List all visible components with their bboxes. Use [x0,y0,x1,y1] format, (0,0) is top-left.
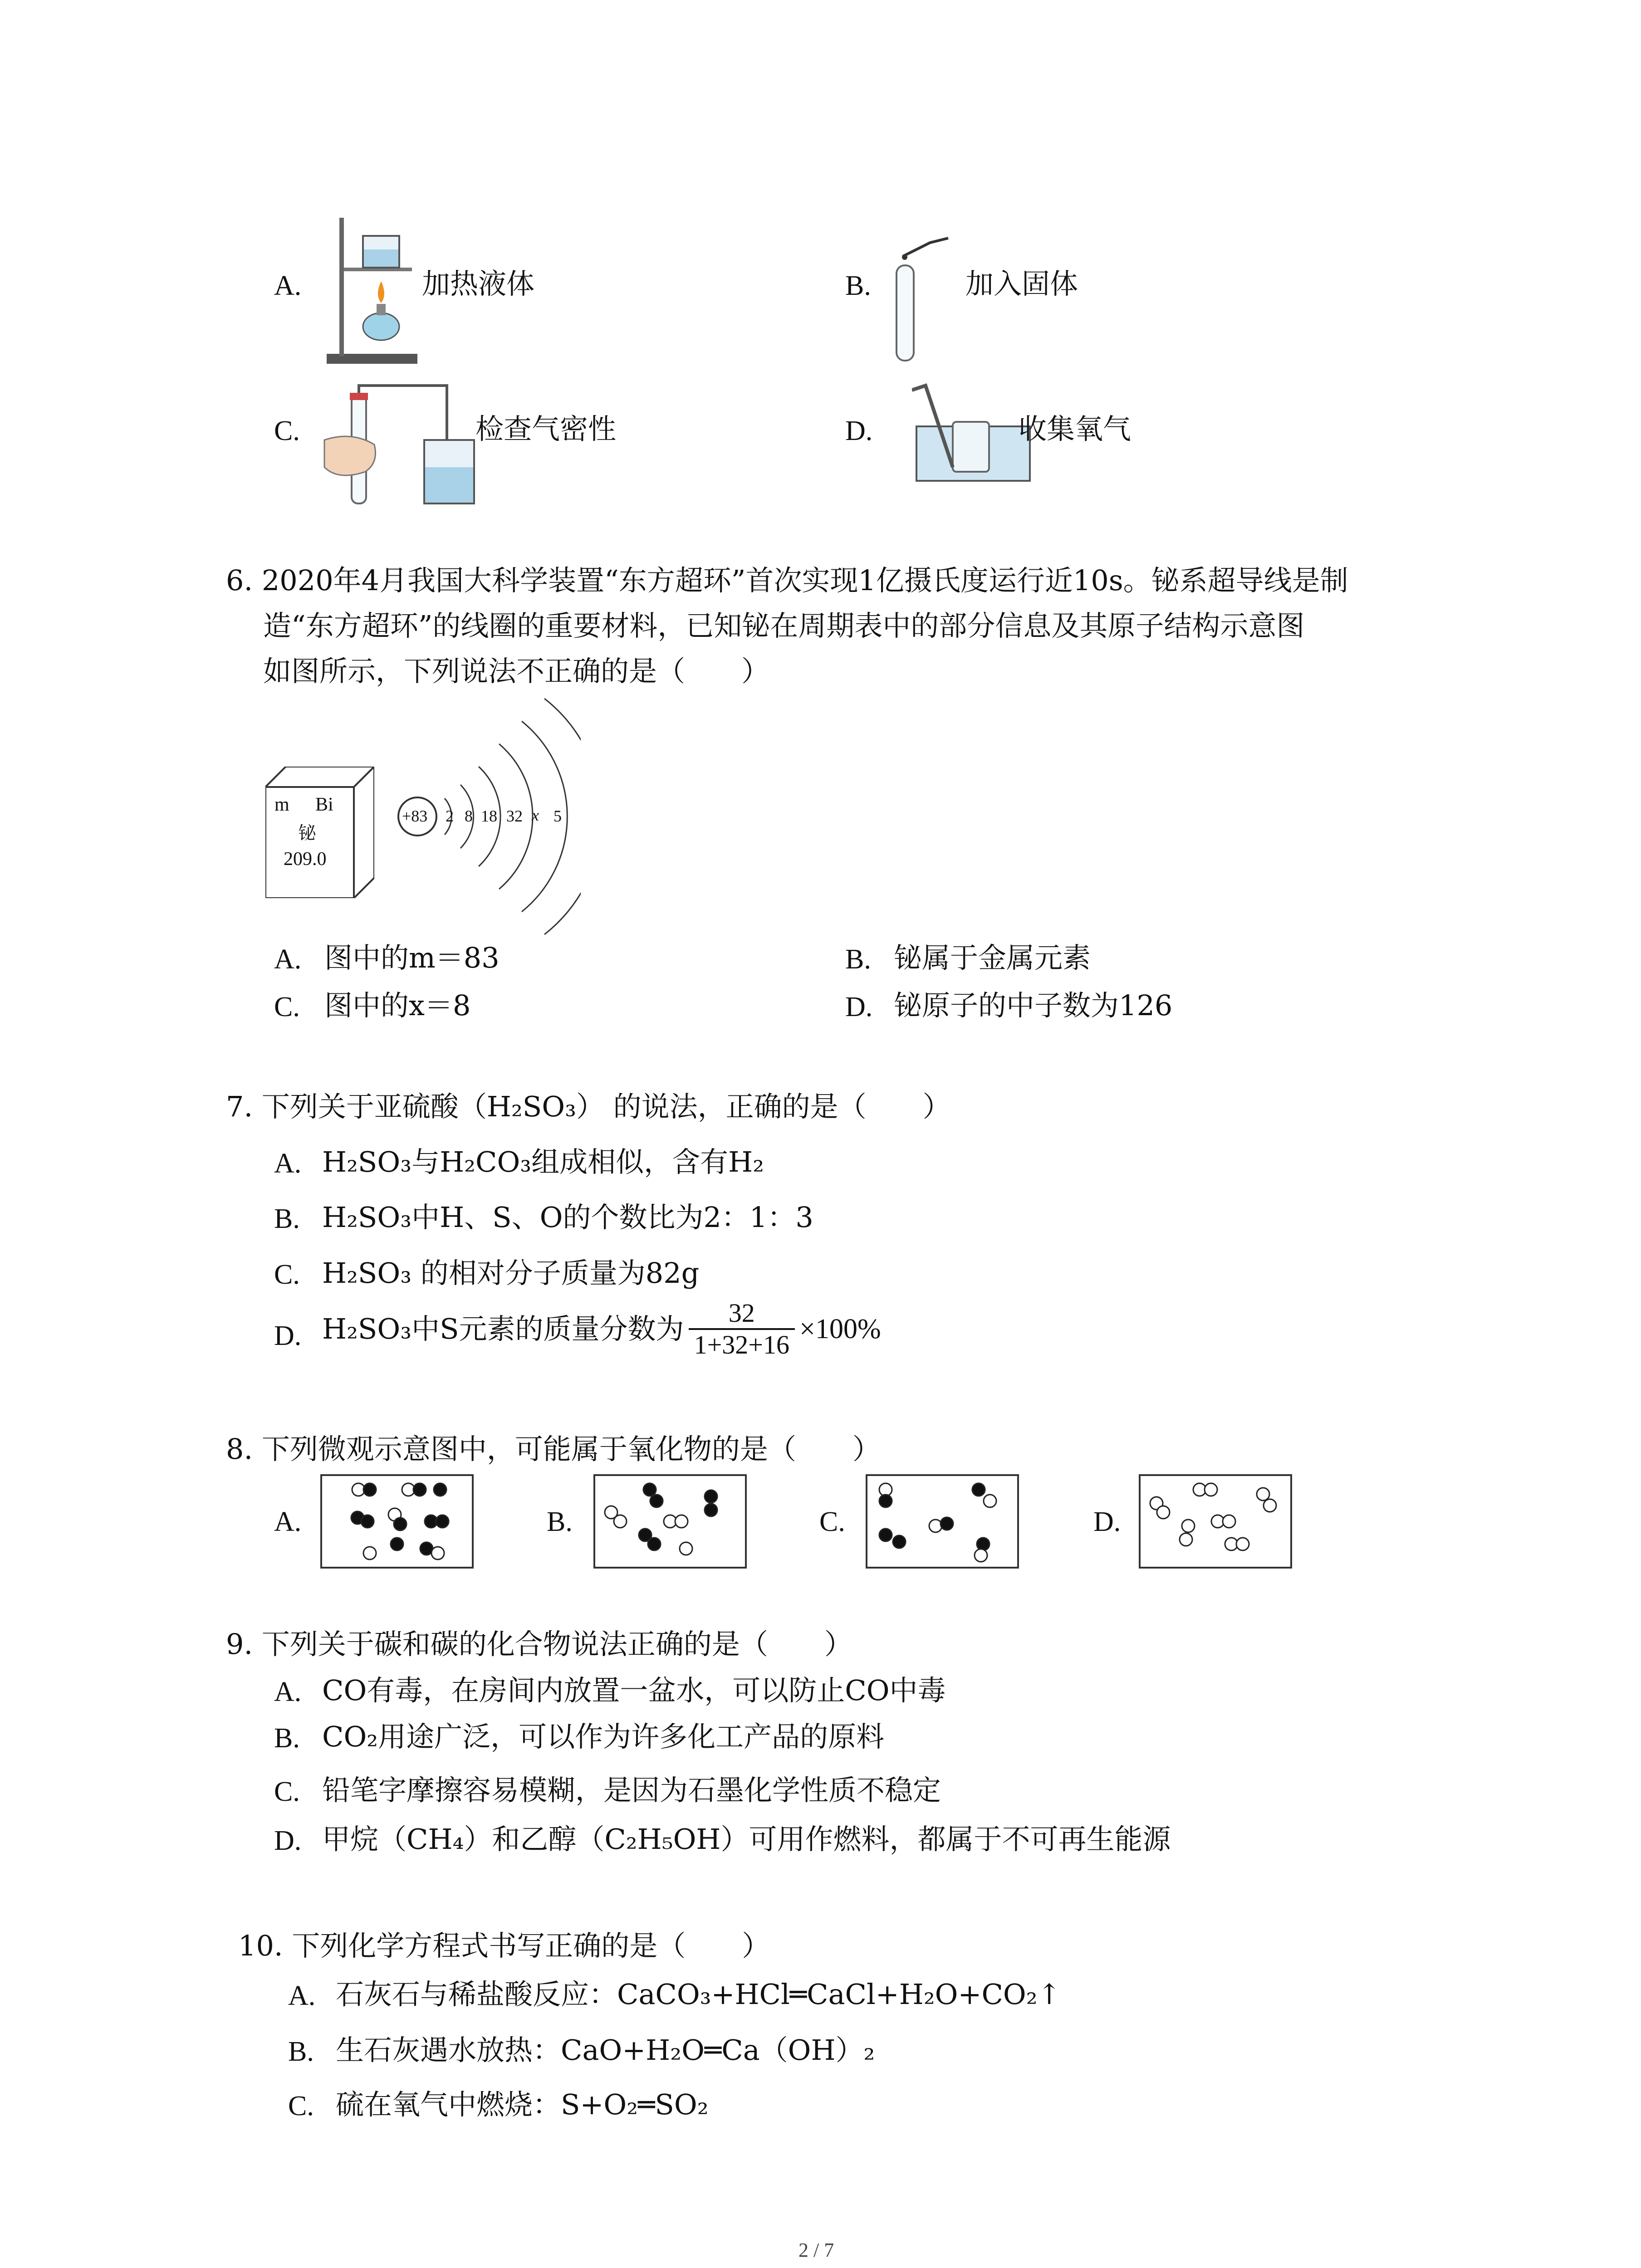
option-text: 铋属于金属元素 [894,941,1091,974]
nucleus-charge: +83 [402,807,428,825]
element-symbol: Bi [315,794,333,815]
option-text: 收集氧气 [1019,412,1132,445]
option-letter: B. [845,944,871,975]
option-letter: A. [274,1506,302,1537]
option-letter: D. [845,415,873,446]
element-m: m [274,794,289,815]
q9-stem: 9. 下列关于碳和碳的化合物说法正确的是（ ） [226,1628,852,1661]
fraction-numerator: 32 [689,1298,795,1330]
option-letter: C. [274,1776,300,1807]
option-letter: A. [288,1980,316,2011]
molecule-box-a [320,1474,474,1569]
fraction-denominator: 1+32+16 [694,1330,789,1359]
option-text: H₂SO₃ 的相对分子质量为82g [322,1256,700,1290]
option-tail: ×100% [799,1314,881,1344]
option-text: 硫在氧气中燃烧：S+O₂═SO₂ [336,2088,709,2121]
element-name: 铋 [298,823,316,844]
q10-stem: 10. 下列化学方程式书写正确的是（ ） [238,1929,770,1962]
option-letter: C. [274,992,300,1022]
q7-stem: 7. 下列关于亚硫酸（H₂SO₃） 的说法，正确的是（ ） [226,1090,951,1123]
airtightness-check-apparatus [315,358,479,508]
option-letter: B. [288,2036,314,2067]
option-text: 铋原子的中子数为126 [894,989,1173,1022]
shell-electrons: x [532,806,539,824]
shell-electrons: 18 [481,807,497,825]
option-letter: B. [845,270,871,301]
q7-option-d [322,1298,881,1360]
option-letter: D. [274,1320,302,1351]
atom-structure-diagram [390,694,581,939]
collect-oxygen-apparatus [912,381,1034,485]
option-letter: A. [274,270,302,301]
page-number: 2 / 7 [798,2239,834,2261]
option-letter: A. [274,1677,302,1707]
option-text: 加热液体 [422,267,535,300]
option-text: 图中的m＝83 [324,941,500,974]
option-text: 铅笔字摩擦容易模糊，是因为石墨化学性质不稳定 [322,1774,941,1807]
fraction [689,1298,795,1360]
option-text: 检查气密性 [475,412,617,445]
option-text: 加入固体 [965,267,1078,300]
option-letter: A. [274,1148,302,1179]
q6-stem-line2: 造“东方超环”的线圈的重要材料，已知铋在周期表中的部分信息及其原子结构示意图 [263,609,1305,642]
element-mass: 209.0 [284,849,327,870]
option-text: 图中的x＝8 [324,989,471,1022]
shell-electrons: 8 [465,807,473,825]
option-letter: C. [288,2091,314,2121]
option-text: 生石灰遇水放热：CaO+H₂O═Ca（OH）₂ [336,2033,875,2067]
molecule-box-d [1139,1474,1292,1569]
option-letter: A. [274,944,302,975]
option-text: 甲烷（CH₄）和乙醇（C₂H₅OH）可用作燃料，都属于不可再生能源 [322,1823,1171,1856]
adding-solid-apparatus [889,229,957,365]
option-letter: B. [274,1723,300,1754]
shell-electrons: 32 [506,807,523,825]
q6-stem-line1: 6. 2020年4月我国大科学装置“东方超环”首次实现1亿摄氏度运行近10s。铋系超导线是制 [226,564,1348,597]
option-text: CO有毒，在房间内放置一盆水，可以防止CO中毒 [322,1674,946,1707]
shell-electrons: 5 [554,807,562,825]
option-letter: B. [274,1203,300,1234]
element-cell [265,767,374,898]
option-text: H₂SO₃与H₂CO₃组成相似，含有H₂ [322,1145,764,1178]
shell-electrons: 2 [446,807,454,825]
option-letter: C. [274,1259,300,1290]
option-letter: D. [274,1825,302,1856]
option-text: H₂SO₃中S元素的质量分数为 [322,1312,684,1345]
option-letter: C. [274,415,300,446]
option-letter: D. [1093,1506,1121,1537]
option-letter: C. [819,1506,845,1537]
option-text: 石灰石与稀盐酸反应：CaCO₃+HCl═CaCl+H₂O+CO₂↑ [336,1978,1061,2011]
q8-stem: 8. 下列微观示意图中，可能属于氧化物的是（ ） [226,1432,881,1466]
option-text: H₂SO₃中H、S、O的个数比为2：1：3 [322,1201,813,1234]
option-letter: D. [845,992,873,1022]
molecule-box-c [866,1474,1019,1569]
option-letter: B. [547,1506,573,1537]
option-text: CO₂用途广泛，可以作为许多化工产品的原料 [322,1720,885,1753]
molecule-box-b [593,1474,747,1569]
heating-liquid-apparatus [318,213,426,367]
q6-stem-line3: 如图所示，下列说法不正确的是（ ） [263,655,770,688]
